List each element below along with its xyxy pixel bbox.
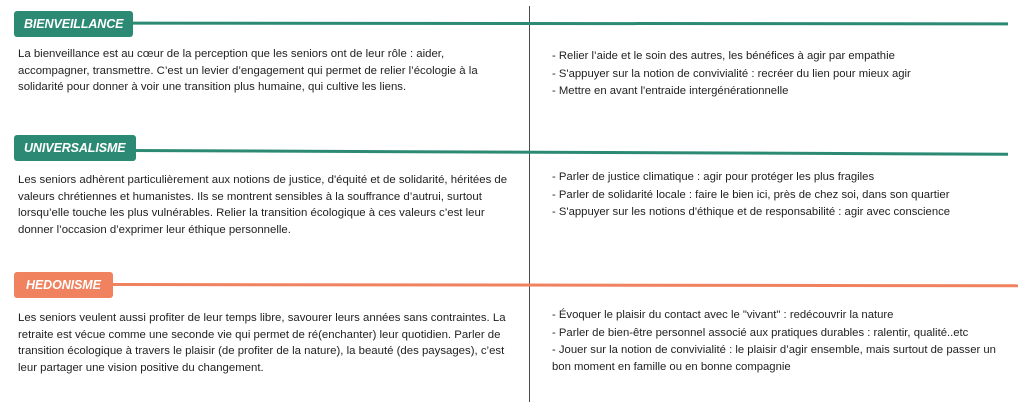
point-item: - Parler de bien-être personnel associé aux pratiques durables : ralentir, qualité..etc <box>552 326 969 339</box>
section-rule <box>108 283 1018 287</box>
section-title-tag: BIENVEILLANCE <box>14 11 133 37</box>
section-points <box>552 48 1012 101</box>
section-rule <box>120 22 1008 26</box>
point-item: - Évoquer le plaisir du contact avec le "vivant" : redécouvrir la nature <box>552 309 894 321</box>
section-rule <box>124 149 1008 156</box>
section-description: Les seniors adhèrent particulièrement aux notions de justice, d'équité et de solidarité, héritées de valeurs chrétiennes et humanistes. Ils se montrent sensibles à la souffrance d’autrui, surtout lorsqu’elle touche les plus vulnérables. Relier la transition écologique à ces valeurs c’est leur donner l’occasion d’exprimer leur éthique personnelle. <box>18 174 508 236</box>
point-item: - Mettre en avant l'entraide intergénérationnelle <box>552 85 789 98</box>
point-item: - Jouer sur la notion de convivialité : le plaisir d’agir ensemble, mais surtout de passer un bon moment en famille ou en bonne compagnie <box>552 344 996 373</box>
point-item: - S'appuyer sur la notion de convivialité : recréer du lien pour mieux agir <box>552 67 911 80</box>
section-description: Les seniors veulent aussi profiter de leur temps libre, savourer leurs années sans contraintes. La retraite est vécue comme une seconde vie qui permet de ré(enchanter) leur quotidien. Parler de transition écologique à travers le plaisir (de profiter de la nature), la beauté (des paysages), c’est leur partager une vision positive du changement. <box>18 312 506 374</box>
point-item: - Relier l’aide et le soin des autres, les bénéfices à agir par empathie <box>552 50 895 62</box>
point-item: - Parler de solidarité locale : faire le bien ici, près de chez soi, dans son quartier <box>552 188 950 201</box>
section-description: La bienveillance est au cœur de la perception que les seniors ont de leur rôle : aider, accompagner, transmettre. C’est un levier d’engagement qui permet de relier l’écologie à la solidarité pour donner à voir une transition plus humaine, qui cultive les liens. <box>18 48 478 94</box>
section-title-tag: HEDONISME <box>14 272 113 298</box>
section-title-tag: UNIVERSALISME <box>14 135 136 161</box>
column-divider <box>529 6 530 402</box>
section-points <box>552 307 1012 376</box>
point-item: - S'appuyer sur les notions d'éthique et de responsabilité : agir avec conscience <box>552 206 951 219</box>
section-points <box>552 169 1012 222</box>
point-item: - Parler de justice climatique : agir pour protéger les plus fragiles <box>552 171 875 183</box>
